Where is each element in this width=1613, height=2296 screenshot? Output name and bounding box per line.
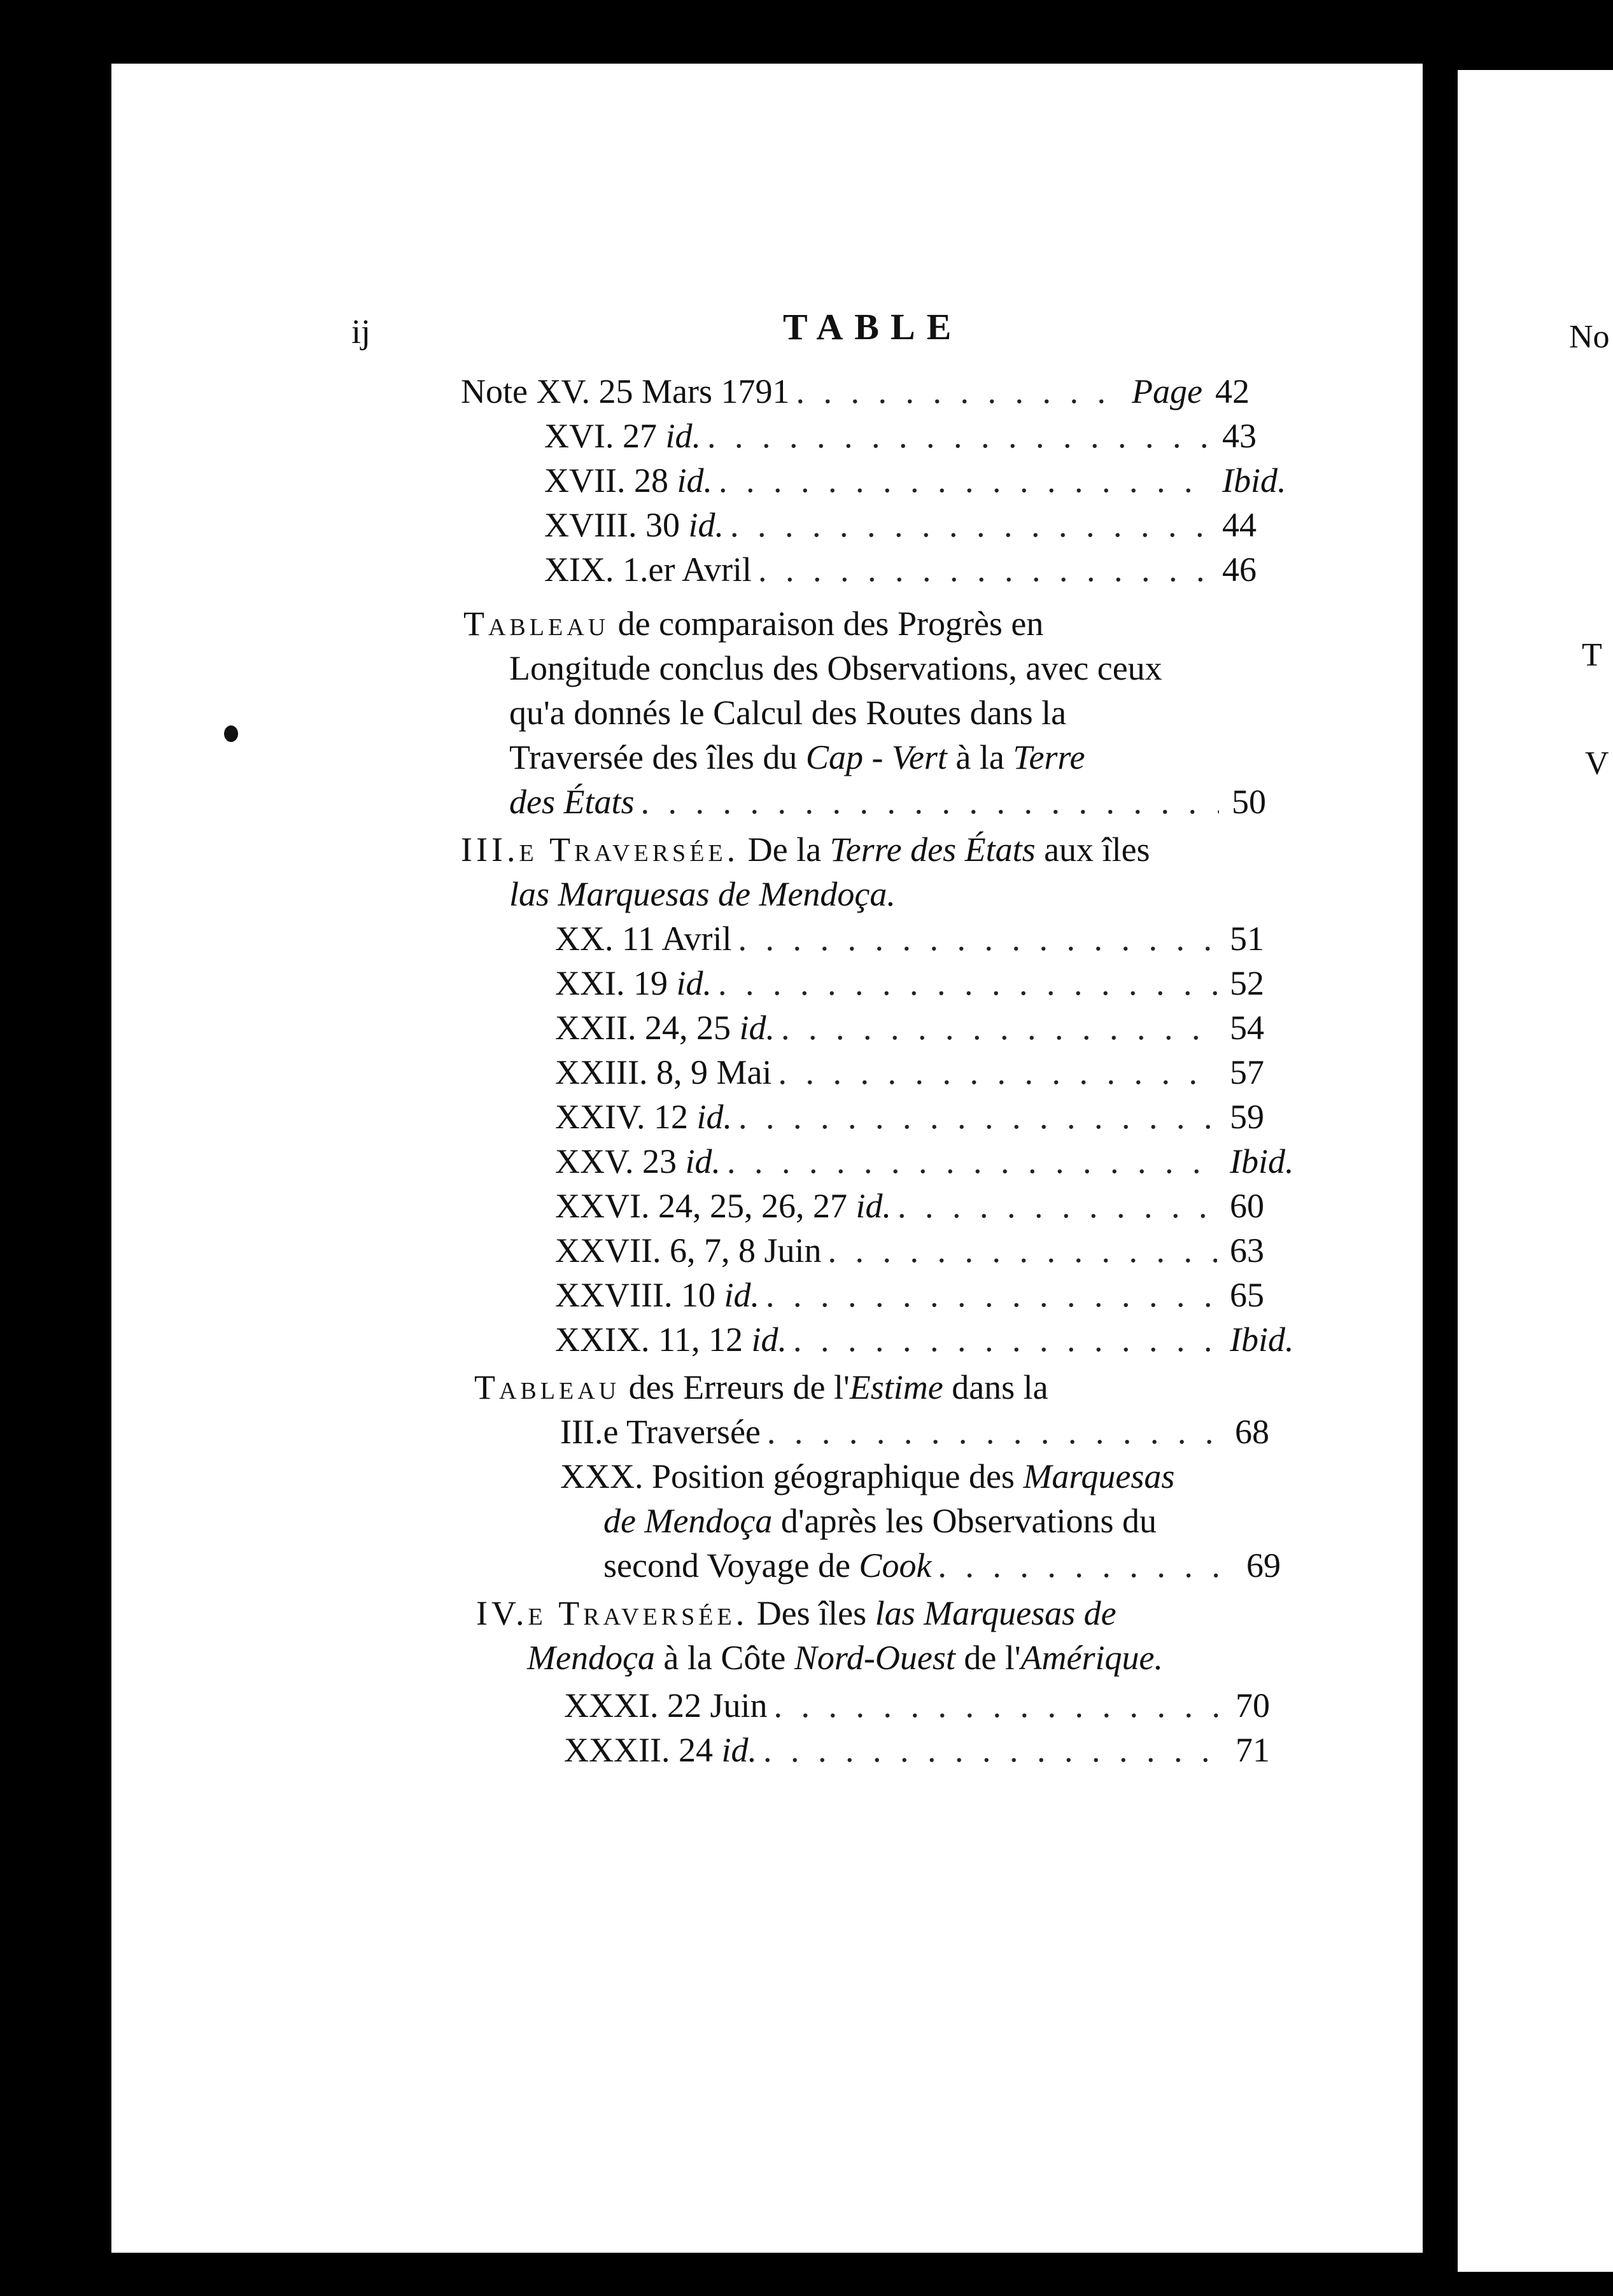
entry-page: 59 xyxy=(1230,1098,1264,1136)
entry-page: 44 xyxy=(1222,506,1257,544)
text: Cook xyxy=(859,1546,932,1585)
text: second Voyage de xyxy=(603,1546,850,1585)
entry-label: Note XV. xyxy=(461,372,591,410)
entry-date: 22 Juin xyxy=(666,1686,768,1725)
toc-entry-xix xyxy=(544,547,1257,592)
leader-dots xyxy=(730,503,1209,547)
leader-dots xyxy=(763,1728,1223,1772)
entry-date: 1.er Avril xyxy=(622,550,752,589)
entry-date-italic: id. xyxy=(696,1098,733,1136)
section-heading: IV.e Traversée. xyxy=(476,1594,749,1632)
entry-date-italic: id. xyxy=(665,417,701,455)
entry-label: XVI. xyxy=(544,417,614,455)
toc-entry-xvi xyxy=(544,414,1257,458)
entry-date-italic: id. xyxy=(676,964,712,1002)
text: Traversée des îles du xyxy=(509,738,798,776)
entry-label: XXVI. xyxy=(555,1187,650,1225)
text: Cap - Vert xyxy=(805,738,947,776)
entry-page: 54 xyxy=(1230,1009,1264,1047)
entry-label: XXI. xyxy=(555,964,625,1002)
entry-label: XXIX. xyxy=(555,1320,650,1359)
text: Marquesas xyxy=(1023,1457,1175,1495)
toc-entry-xviii xyxy=(544,503,1257,547)
text: à la Côte xyxy=(663,1639,786,1677)
leader-dots xyxy=(738,1095,1217,1139)
entry-label: XXVIII. xyxy=(555,1276,673,1314)
text: dans la xyxy=(952,1368,1048,1406)
entry-date: 6, 7, 8 Juin xyxy=(669,1231,822,1270)
toc-entry-xxviii xyxy=(555,1273,1264,1317)
toc-entry-xxx-last xyxy=(603,1543,1281,1588)
leader-dots xyxy=(766,1273,1217,1317)
entry-label: XXV. xyxy=(555,1142,634,1180)
right-page-edge xyxy=(1458,70,1613,2272)
entry-page: 51 xyxy=(1230,920,1264,958)
entry-page: 71 xyxy=(1236,1731,1270,1769)
text: de Mendoça xyxy=(603,1502,773,1540)
text: à la xyxy=(955,738,1004,776)
tableau-line: Longitude conclus des Observations, avec ceux xyxy=(509,649,1162,687)
entry-date-italic: id. xyxy=(677,461,712,500)
entry-page: 69 xyxy=(1246,1546,1281,1585)
tableau-comparaison xyxy=(463,601,1221,780)
toc-entry-xvii xyxy=(544,458,1286,503)
entry-label: XXIII. xyxy=(555,1053,648,1091)
section-3-heading xyxy=(461,827,1225,916)
entry-date-italic: id. xyxy=(724,1276,759,1314)
leader-dots xyxy=(793,1317,1217,1362)
entry-page: Ibid. xyxy=(1222,461,1286,500)
entry-date: 12 xyxy=(654,1098,689,1136)
leader-dots xyxy=(938,1543,1234,1588)
text: de l' xyxy=(964,1639,1021,1677)
running-title: TABLE xyxy=(783,306,963,347)
entry-date: 23 xyxy=(642,1142,677,1180)
toc-entry-xxix xyxy=(555,1317,1294,1362)
entry-date: 11, 12 xyxy=(658,1320,743,1359)
entry-date-italic: id. xyxy=(685,1142,721,1180)
entry-label: XVIII. xyxy=(544,506,637,544)
section-heading: III.e Traversée. xyxy=(461,830,740,869)
toc-entry-xxiv xyxy=(555,1095,1264,1139)
text: Amérique. xyxy=(1020,1639,1163,1677)
entry-date: 24 xyxy=(678,1731,713,1769)
leader-dots xyxy=(796,369,1126,414)
toc-entry-xx xyxy=(555,916,1264,961)
text: des Erreurs de l' xyxy=(628,1368,850,1406)
text: De la xyxy=(747,830,822,869)
entry-date-italic: id. xyxy=(856,1187,891,1225)
entry-label: XVII. xyxy=(544,461,626,500)
leader-dots xyxy=(727,1139,1217,1184)
entry-label: XXX. xyxy=(560,1457,644,1495)
leader-dots xyxy=(718,961,1217,1005)
text: las Marquesas de Mendoça. xyxy=(509,875,896,913)
leader-dots xyxy=(758,547,1209,592)
text: Nord-Ouest xyxy=(794,1639,955,1677)
entry-page: 63 xyxy=(1230,1231,1264,1270)
tableau-erreurs xyxy=(474,1365,1232,1410)
entry-date-italic: id. xyxy=(688,506,724,544)
text: d'après les Observations du xyxy=(780,1502,1157,1540)
tableau-line-4 xyxy=(463,735,1221,780)
entry-label: XXXII. xyxy=(564,1731,670,1769)
text: Des îles xyxy=(756,1594,867,1632)
entry-label: XXII. xyxy=(555,1009,637,1047)
entry-page: Ibid. xyxy=(1230,1142,1294,1180)
entry-date: 11 Avril xyxy=(622,920,732,958)
tableau-heading: Tableau xyxy=(463,605,610,643)
text: Terre des États xyxy=(829,830,1036,869)
entry-label: XX. xyxy=(555,920,614,958)
entry-date-italic: id. xyxy=(751,1320,787,1359)
entry-date: 10 xyxy=(680,1276,715,1314)
leader-dots xyxy=(778,1050,1217,1095)
leader-dots xyxy=(774,1683,1223,1728)
leader-dots xyxy=(898,1184,1217,1228)
toc-entry-xxii xyxy=(555,1005,1264,1050)
entry-page: 68 xyxy=(1235,1413,1269,1451)
entry-page: 70 xyxy=(1236,1686,1270,1725)
text: Estime xyxy=(849,1368,943,1406)
text: des États xyxy=(509,783,635,821)
entry-label: XIX. xyxy=(544,550,614,589)
leader-dots xyxy=(738,916,1218,961)
toc-entry-xxxii xyxy=(564,1728,1270,1772)
toc-entry-xxiii xyxy=(555,1050,1264,1095)
text: aux îles xyxy=(1044,830,1150,869)
entry-label: XXIV. xyxy=(555,1098,645,1136)
page-word: Page xyxy=(1132,372,1202,410)
entry-date-italic: id. xyxy=(739,1009,775,1047)
entry-date: 27 xyxy=(622,417,657,455)
entry-date: 28 xyxy=(633,461,668,500)
entry-date: 30 xyxy=(645,506,680,544)
toc-entry-xv xyxy=(461,369,1250,414)
entry-page: 42 xyxy=(1215,372,1250,410)
text: las Marquesas de xyxy=(875,1594,1116,1632)
toc-entry-xxi xyxy=(555,961,1264,1005)
tableau-line: qu'a donnés le Calcul des Routes dans la xyxy=(509,694,1067,732)
entry-label: XXXI. xyxy=(564,1686,659,1725)
ink-spot xyxy=(224,725,238,742)
leader-dots xyxy=(828,1228,1218,1273)
toc-entry-xxv xyxy=(555,1139,1294,1184)
leader-dots xyxy=(719,458,1209,503)
section-4-heading xyxy=(476,1591,1234,1680)
entry-date: 8, 9 Mai xyxy=(656,1053,772,1091)
entry-page: 65 xyxy=(1230,1276,1264,1314)
entry-page: 43 xyxy=(1222,417,1257,455)
entry-page: 60 xyxy=(1230,1187,1264,1225)
tableau-line: de comparaison des Progrès en xyxy=(617,605,1044,643)
text: Mendoça xyxy=(527,1639,655,1677)
entry-date: 24, 25, 26, 27 xyxy=(658,1187,847,1225)
leader-dots xyxy=(707,414,1209,458)
leader-dots xyxy=(781,1005,1217,1050)
folio: ij xyxy=(351,312,371,351)
right-page-fragment-1: No xyxy=(1569,319,1610,355)
entry-page: 52 xyxy=(1230,964,1264,1002)
entry-date-italic: id. xyxy=(721,1731,757,1769)
entry-date: 19 xyxy=(633,964,668,1002)
entry-page: 46 xyxy=(1222,550,1257,589)
toc-entry-xxvii xyxy=(555,1228,1264,1273)
text: Position géographique des xyxy=(652,1457,1015,1495)
text: Terre xyxy=(1013,738,1085,776)
right-page-fragment-2: T xyxy=(1582,637,1602,673)
tableau-comparaison-last xyxy=(509,780,1266,824)
toc-entry-xxxi xyxy=(564,1683,1270,1728)
toc-entry-xxvi xyxy=(555,1184,1264,1228)
text: III.e Traversée xyxy=(560,1413,761,1451)
entry-page: 57 xyxy=(1230,1053,1264,1091)
entry-label: XXVII. xyxy=(555,1231,661,1270)
entry-page: 50 xyxy=(1232,783,1266,821)
entry-date: 25 Mars 1791 xyxy=(598,372,790,410)
leader-dots xyxy=(767,1410,1222,1454)
right-page-fragment-3: V xyxy=(1585,745,1609,781)
tableau-erreurs-last xyxy=(560,1410,1269,1454)
toc-entry-xxx xyxy=(560,1454,1235,1543)
leader-dots xyxy=(641,780,1220,824)
tableau-heading: Tableau xyxy=(474,1368,621,1406)
entry-page: Ibid. xyxy=(1230,1320,1294,1359)
entry-date: 24, 25 xyxy=(644,1009,731,1047)
